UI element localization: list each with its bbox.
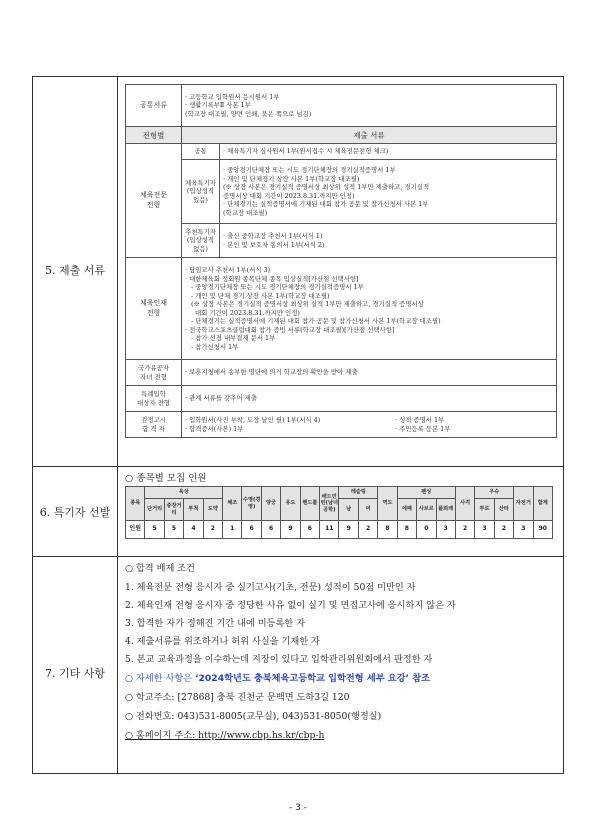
sport-count: 6: [261, 521, 280, 539]
count-row-label: 인원: [126, 521, 145, 539]
sport-header: 핸드볼: [300, 487, 319, 521]
table-header-row: [126, 127, 557, 144]
ged-row: [126, 412, 557, 438]
sport-count: 1: [223, 521, 242, 539]
sports-talent-row: [126, 258, 557, 360]
doc-line: - 참가신청서 1부: [191, 342, 239, 351]
doc-line: · 담임교사 추천서 1부(서식 3): [185, 266, 271, 274]
exclusion-item: 3. 합격한 자가 정해진 기간 내에 미등록한 자: [125, 618, 306, 629]
sport-sub-row: [126, 499, 553, 521]
ged-label: 검정고시 합 격 자: [126, 412, 182, 438]
common-docs-row: [126, 85, 557, 127]
sport-subcategory: 산타: [494, 499, 513, 521]
sports-talent-content: [182, 258, 557, 360]
exclusion-item: 2. 체육인재 전형 응시자 중 정당한 사유 없이 실기 및 면접고사에 응시하지 않은 자: [125, 600, 456, 611]
sport-group-header: 육상: [145, 487, 223, 499]
sport-subcategory: 에페: [397, 499, 416, 521]
doc-line: (※ 상장 사본은 경기실적 증명서상 최상위 실적 1부만 제출하고, 경기실적 증명서상: [191, 300, 424, 308]
sport-header: 사격: [455, 487, 474, 521]
page-number: - 3 -: [289, 803, 307, 813]
doc-line: (학교장 대조필): [223, 208, 268, 217]
sport-count: 3: [475, 521, 494, 539]
sport-quota-table: [125, 486, 553, 539]
doc-line: 증명서상 대회 기간이 2023.8.31.까지만 인정): [223, 191, 355, 200]
doc-line: · 생활기록부Ⅱ 사본 1부: [185, 101, 251, 110]
specialist-record-content: [220, 160, 557, 224]
sport-count: 5: [164, 521, 183, 539]
sport-count: 8: [378, 521, 397, 539]
sport-header: 체조: [223, 487, 242, 521]
doc-line: · 개인 및 단체경기 상장 사본 1부(학교장 대조필): [223, 174, 360, 183]
doc-line: - 중앙경기단체장 또는 시도 경기단체장의 경기실적증명서 1부: [191, 283, 364, 291]
detail-link[interactable]: ‘2024학년도 충북체육고등학교 입학전형 세부 요강’ 참조: [195, 673, 430, 684]
special-admission-label: 특례입학 대상자 전형: [126, 386, 182, 412]
school-address: ○ 학교주소: [27868] 충북 진천군 문백면 도하3길 120: [125, 692, 350, 703]
sport-count: 9: [339, 521, 358, 539]
sport-count: 9: [281, 521, 300, 539]
sport-subcategory: 사브르: [417, 499, 436, 521]
sport-header: 양궁: [261, 487, 280, 521]
special-admission-content: · 관계 서류를 갖추어 제출: [182, 386, 557, 412]
specialist-record-row: [126, 160, 557, 224]
sport-header: 배드민턴(남녀공학): [320, 487, 339, 521]
sport-count: 11: [320, 521, 339, 539]
doc-line: · 주민등록 등본 1부: [395, 424, 451, 433]
specialist-recommend-row: [126, 224, 557, 258]
specialist-recommend-content: [220, 224, 557, 258]
sport-header: 역도: [378, 487, 397, 521]
sports-talent-label: 체육인재 전형: [126, 258, 182, 360]
doc-line: - 단체경기는 실적증명서에 기재된 대회 참가 공문 및 참가신청서 사본 1부(학교장 대조필): [191, 317, 441, 325]
detail-note: [125, 670, 430, 684]
sport-subcategory: 플뢰레: [436, 499, 455, 521]
documents-table: [125, 84, 557, 438]
doc-line: (학교장 대조필, 양면 인쇄, 묶은 쪽으로 넘김): [185, 109, 312, 118]
specialist-recommend-label: 추천특기자 (입상성적 없음): [182, 224, 220, 258]
sport-count: 6: [300, 521, 319, 539]
section-divider-5-6: [32, 466, 564, 467]
merit-row: [126, 360, 557, 386]
sport-header: 유도: [281, 487, 300, 521]
sport-count: 0: [417, 521, 436, 539]
sport-count: 2: [455, 521, 474, 539]
sport-header: 수영(경영): [242, 487, 261, 521]
sport-count-row: [126, 521, 553, 539]
sport-header: 자전거: [514, 487, 533, 521]
sport-group-row: [126, 487, 553, 499]
sport-subcategory: 중장거리: [164, 499, 183, 521]
sport-count: 3: [436, 521, 455, 539]
doc-line: · 고등학교 입학원서 응시원서 1부: [185, 92, 280, 101]
doc-line: · 전국학교스포츠클럽대회 참가 증빙 서류(학교장 대조필)[가산점 선택사항]: [185, 325, 395, 334]
common-docs-content: [182, 85, 557, 127]
exclusion-item: 4. 제출서류를 위조하거나 허위 사실을 기재한 자: [125, 636, 320, 647]
sport-header: 합계: [533, 487, 552, 521]
doc-line: · 중앙경기단체장 또는 시도 경기단체장의 경기실적증명서 1부: [223, 166, 396, 174]
sport-count: 4: [184, 521, 203, 539]
section5-label: 5. 제출 서류: [45, 264, 105, 277]
common-docs-label: 공통서류: [126, 85, 182, 127]
sport-subcategory: 도약: [203, 499, 222, 521]
sport-count: 2: [494, 521, 513, 539]
sport-count: 5: [145, 521, 164, 539]
doc-line: · 입학원서(사진 부착, 도장 날인 필) 1부(서식 4): [185, 416, 321, 424]
label-column-divider: [117, 76, 118, 774]
sport-count: 3: [514, 521, 533, 539]
merit-content: · 보훈지청에서 송부한 명단에 의거 학교장의 확인을 받아 제출: [182, 360, 557, 386]
sport-subcategory: 투척: [184, 499, 203, 521]
sport-count: 8: [397, 521, 416, 539]
exclusion-item: 1. 체육전문 전형 응시자 중 실기고사(기초, 전문) 성적이 50점 미만인 자: [125, 582, 416, 593]
doc-line: · 본인 및 보호자 동의서 1부(서식 2): [223, 240, 325, 249]
header-type: 전형별: [126, 127, 182, 144]
sports-pro-label: 체육전문 전형: [126, 144, 182, 258]
exclusion-item: 5. 본교 교육과정을 이수하는데 지장이 있다고 입학관리위원회에서 판정한 자: [125, 654, 433, 665]
sport-count: 6: [242, 521, 261, 539]
specialist-record-label: 체육특기자 (입상성적 있음): [182, 160, 220, 224]
sport-count: 90: [533, 521, 552, 539]
sport-group-header: 펜싱: [397, 487, 455, 499]
doc-line: · 단체경기는 실적증명서에 기재된 대회 참가 공문 및 참가신청서 사본 1부: [223, 200, 429, 208]
school-homepage[interactable]: ○ 홈페이지 주소: http://www.cbp.hs.kr/cbp-h: [125, 730, 325, 741]
sports-pro-common-row: [126, 144, 557, 160]
exclusion-title: ○ 합격 배제 조건: [125, 563, 196, 574]
sport-group-header: 우슈: [475, 487, 514, 499]
sport-group-header: 레슬링: [339, 487, 378, 499]
doc-line: · 출신 중학교장 추천서 1부(서식 1): [223, 232, 323, 240]
doc-line: · 성적 증명서 1부: [395, 416, 445, 424]
sport-row-label: 종목: [126, 487, 145, 521]
header-docs: 제출 서류: [182, 127, 557, 144]
quota-title: ○ 종목별 모집 인원: [125, 473, 207, 484]
sport-count: 2: [358, 521, 377, 539]
doc-line: · 대한체육회 정회원 종목단체 종목 입상실적[가산점 선택사항]: [185, 274, 359, 283]
section7-label: 7. 기타 사항: [45, 667, 105, 680]
doc-line: (※ 상장 사본은 경기실적 증명서상 최상위 성적 1부만 제출하고, 경기실적: [223, 183, 430, 191]
sport-subcategory: 남: [339, 499, 358, 521]
section6-label: 6. 특기자 선발: [39, 506, 111, 519]
sport-subcategory: 투로: [475, 499, 494, 521]
doc-line: · 합격증서(사본) 1부: [185, 424, 244, 433]
doc-line: - 개인 및 단체 경기 상장 사본 1부(학교장 대조필): [191, 291, 330, 300]
doc-line: · 체육특기자 심사원서 1부(원서접수 시 체육전문전형 체크): [223, 147, 389, 156]
merit-label: 국가유공자 자녀 전형: [126, 360, 182, 386]
sports-pro-common-content: [220, 144, 557, 160]
sport-subcategory: 단거리: [145, 499, 164, 521]
doc-line: 대회 기간이 2023.8.31.까지만 인정): [195, 308, 300, 317]
section-divider-6-7: [32, 556, 564, 557]
sport-subcategory: 여: [358, 499, 377, 521]
sport-count: 2: [203, 521, 222, 539]
doc-line: - 참가 선정 내부결재 문서 1부: [191, 334, 276, 342]
sports-pro-common-label: 공통: [182, 144, 220, 160]
school-phone: ○ 전화번호: 043)531-8005(교무실), 043)531-8050(행정실): [125, 711, 382, 722]
special-admission-row: [126, 386, 557, 412]
detail-prefix: ○ 자세한 사항은: [125, 673, 196, 684]
ged-content: [182, 412, 557, 438]
